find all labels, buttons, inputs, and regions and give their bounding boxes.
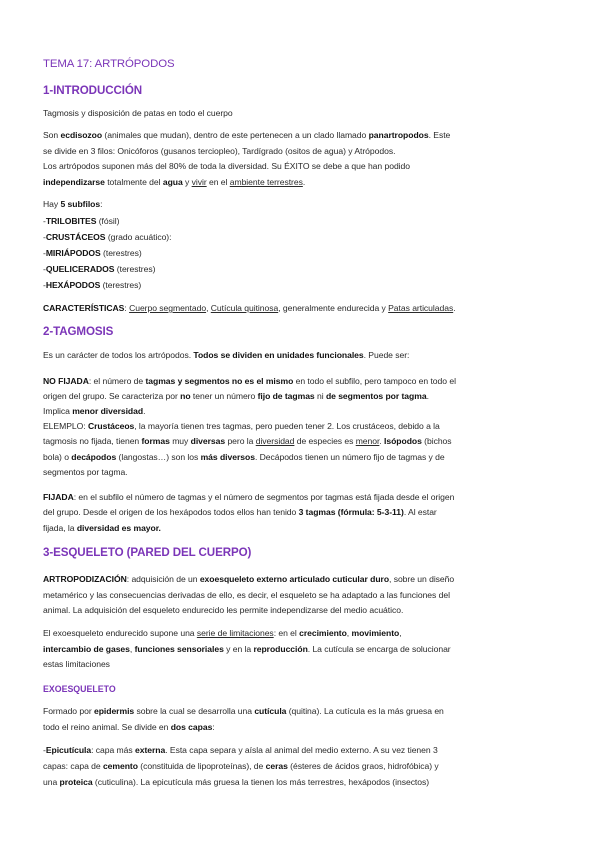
text-line: independizarse totalmente del agua y vivir en el ambiente terrestres. [43,177,306,187]
text-line: Formado por epidermis sobre la cual se desarrolla una cutícula (quitina). La cutícula es la más gruesa en [43,706,444,716]
text-line: Hay 5 subfilos: [43,199,103,209]
text-line: del grupo. Desde el origen de los hexápodos todos ellos han tenido 3 tagmas (fórmula: 5-3-11). Al estar [43,507,437,517]
text-line: ELEMPLO: Crustáceos, la mayoría tienen tres tagmas, pero pueden tener 2. Los crustáceos, debido a la [43,421,440,431]
section-3-heading: 3-ESQUELETO (PARED DEL CUERPO) [43,546,252,559]
text-line: intercambio de gases, funciones sensoriales y en la reproducción. La cutícula se encarga de solucionar [43,644,451,654]
list-item: -CRUSTÁCEOS (grado acuático): [43,232,172,242]
list-item: -TRILOBITES (fósil) [43,216,120,226]
list-item: -MIRIÁPODOS (terestres) [43,248,142,258]
text-line: tagmosis no fijada, tienen formas muy diversas pero la diversidad de especies es menor. Isópodos (bichos [43,436,452,446]
text-line: capas: capa de cemento (constituida de lipoproteínas), de ceras (ésteres de ácidos graos, hidrofóbica) y [43,761,439,771]
list-item: -QUELICERADOS (terestres) [43,264,156,274]
text-line: Son ecdisozoo (animales que mudan), dentro de este pertenecen a un clado llamado panartropodos. Este [43,130,451,140]
text-line: El exoesqueleto endurecido supone una serie de limitaciones: en el crecimiento, movimiento, [43,628,402,638]
text-line: -Epicutícula: capa más externa. Esta capa separa y aísla al animal del medio externo. A su vez tienen 3 [43,745,438,755]
text-line: estas limitaciones [43,659,110,669]
text-line: se divide en 3 filos: Onicóforos (gusanos terciopleo), Tardígrado (ositos de agua) y Atrópodos. [43,146,396,156]
text-line: FIJADA: en el subfilo el número de tagmas y el número de segmentos por tagmas está fijada desde el origen [43,492,455,502]
s1-subtitle: Tagmosis y disposición de patas en todo el cuerpo [43,108,233,118]
text-line: animal. La adquisición del esqueleto endurecido les permite independizarse del medio acuático. [43,605,404,615]
list-item: -HEXÁPODOS (terestres) [43,280,142,290]
text-line: origen del grupo. Se caracteriza por no tener un número fijo de tagmas ni de segmentos por tagma. [43,391,429,401]
text-line: Los artrópodos suponen más del 80% de toda la diversidad. Su ÉXITO se debe a que han podido [43,161,410,171]
text-line: todo el reino animal. Se divide en dos capas: [43,722,215,732]
text-line: fijada, la diversidad es mayor. [43,523,161,533]
text-line: una proteica (cuticulina). La epicutícula más gruesa la tienen los más terrestres, hexápodos (insectos) [43,777,430,787]
text-line: NO FIJADA: el número de tagmas y segmentos no es el mismo en todo el subfilo, pero tampoco en todo el [43,376,456,386]
text-line: bola) o decápodos (langostas…) son los más diversos. Decápodos tienen un número fijo de tagmas y de [43,452,445,462]
text-line: segmentos por tagma. [43,467,128,477]
s1-caracteristicas: CARACTERÍSTICAS: Cuerpo segmentado, Cutícula quitinosa, generalmente endurecida y Patas articuladas. [43,303,456,313]
text-line: metamérico y las consecuencias derivadas de ello, es decir, el esqueleto se ha adaptado a las funciones del [43,590,450,600]
document-title: TEMA 17: ARTRÓPODOS [43,58,175,70]
text-line: Implica menor diversidad. [43,406,146,416]
exoesqueleto-subheading: EXOESQUELETO [43,684,116,694]
text-line: ARTROPODIZACIÓN: adquisición de un exoesqueleto externo articulado cuticular duro, sobre un diseño [43,574,455,584]
s2-intro: Es un carácter de todos los artrópodos. Todos se dividen en unidades funcionales. Puede ser: [43,350,410,360]
section-1-heading: 1-INTRODUCCIÓN [43,84,143,97]
section-2-heading: 2-TAGMOSIS [43,325,114,338]
